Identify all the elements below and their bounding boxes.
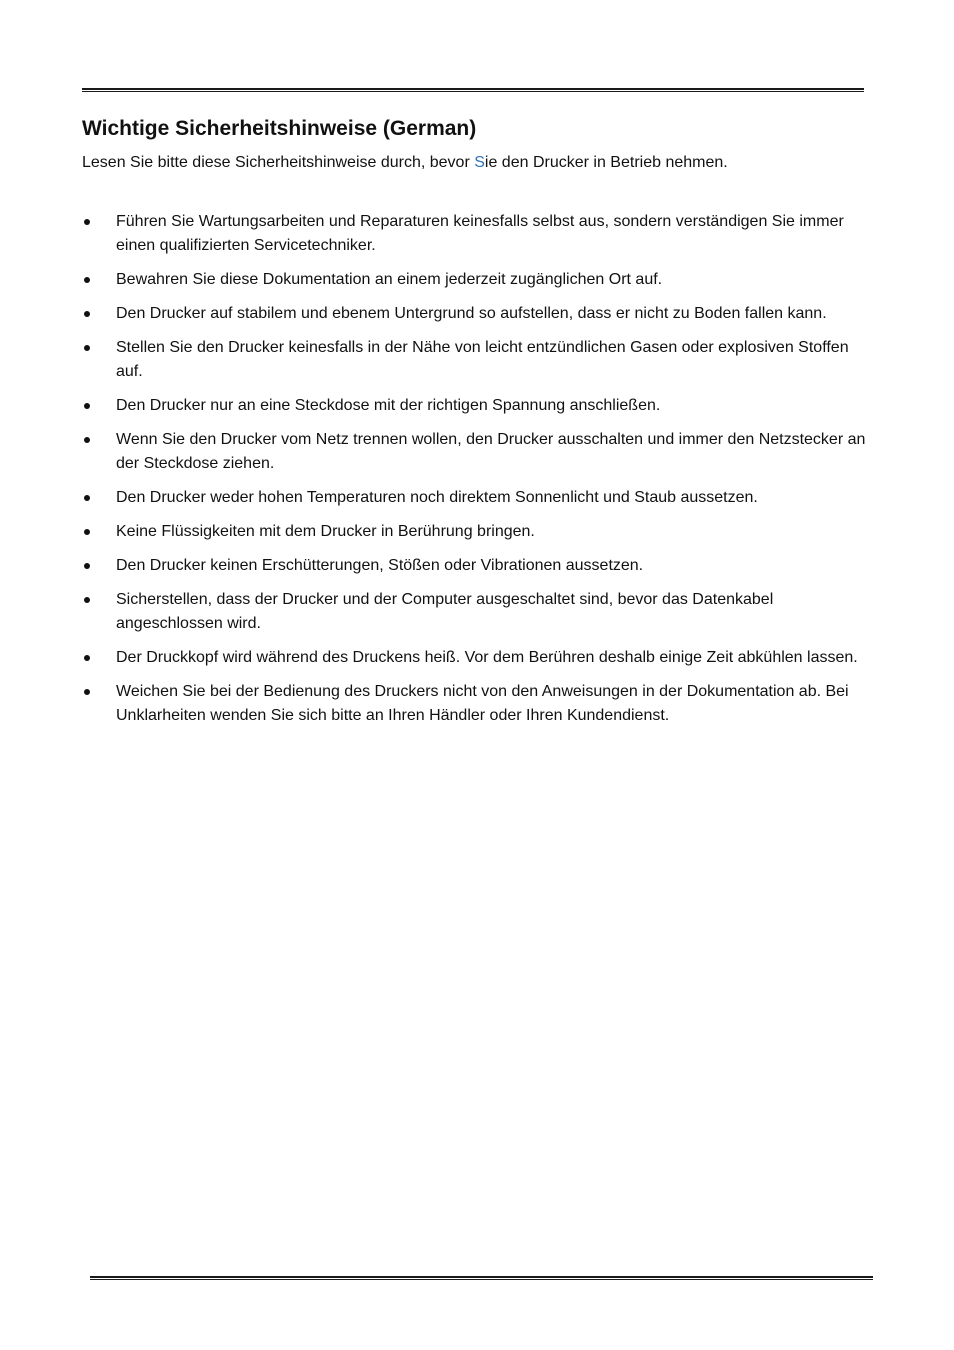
list-item-text: Sicherstellen, dass der Drucker und der Computer ausgeschaltet sind, bevor das Datenkabel angeschlossen wird. [116, 591, 774, 632]
list-item [82, 428, 872, 476]
list-item [82, 302, 872, 326]
list-item-text: Wenn Sie den Drucker vom Netz trennen wollen, den Drucker ausschalten und immer den Netzstecker an der Steckdose ziehen. [116, 431, 866, 472]
bullet-icon [84, 655, 90, 661]
list-item [82, 336, 872, 384]
list-item [82, 394, 872, 418]
list-item-text: Den Drucker keinen Erschütterungen, Stößen oder Vibrationen aussetzen. [116, 557, 644, 574]
bullet-icon [84, 597, 90, 603]
list-item-text: Der Druckkopf wird während des Druckens heiß. Vor dem Berühren deshalb einige Zeit abkühlen lassen. [116, 649, 858, 666]
list-item [82, 210, 872, 258]
bullet-icon [84, 689, 90, 695]
list-item-text: Den Drucker weder hohen Temperaturen noch direktem Sonnenlicht und Staub aussetzen. [116, 489, 758, 506]
bullet-icon [84, 345, 90, 351]
list-item [82, 588, 872, 636]
page-title: Wichtige Sicherheitshinweise (German) [82, 117, 477, 140]
list-item-text: Bewahren Sie diese Dokumentation an einem jederzeit zugänglichen Ort auf. [116, 271, 663, 288]
footer-rule [90, 1276, 873, 1281]
intro-accent-letter: S [474, 154, 485, 171]
bullet-icon [84, 403, 90, 409]
bullet-icon [84, 563, 90, 569]
list-item [82, 680, 872, 728]
list-item-text: Weichen Sie bei der Bedienung des Druckers nicht von den Anweisungen in der Dokumentation ab. Bei Unklarheiten wenden Sie sich bitte an Ihren Händler oder Ihren Kundendienst. [116, 683, 849, 724]
list-item-text: Führen Sie Wartungsarbeiten und Reparaturen keinesfalls selbst aus, sondern verständigen Sie immer einen qualifizierten Servicetechniker. [116, 213, 844, 254]
bullet-icon [84, 437, 90, 443]
bullet-icon [84, 311, 90, 317]
list-item-text: Stellen Sie den Drucker keinesfalls in der Nähe von leicht entzündlichen Gasen oder explosiven Stoffen auf. [116, 339, 849, 380]
safety-list [82, 210, 872, 728]
list-item [82, 268, 872, 292]
bullet-icon [84, 219, 90, 225]
list-item-text: Keine Flüssigkeiten mit dem Drucker in Berührung bringen. [116, 523, 535, 540]
bullet-icon [84, 277, 90, 283]
list-item [82, 520, 872, 544]
list-item [82, 486, 872, 510]
bullet-icon [84, 495, 90, 501]
list-item-text: Den Drucker auf stabilem und ebenem Untergrund so aufstellen, dass er nicht zu Boden fallen kann. [116, 305, 827, 322]
bullet-icon [84, 529, 90, 535]
list-item [82, 646, 872, 670]
list-item [82, 554, 872, 578]
document-body [82, 114, 872, 738]
header-rule [82, 88, 864, 93]
intro-text-end: ie den Drucker in Betrieb nehmen. [484, 154, 728, 171]
list-item-text: Den Drucker nur an eine Steckdose mit der richtigen Spannung anschließen. [116, 397, 661, 414]
intro-text-start: Lesen Sie bitte diese Sicherheitshinweise durch, bevor [82, 154, 475, 171]
intro-paragraph [82, 152, 872, 174]
